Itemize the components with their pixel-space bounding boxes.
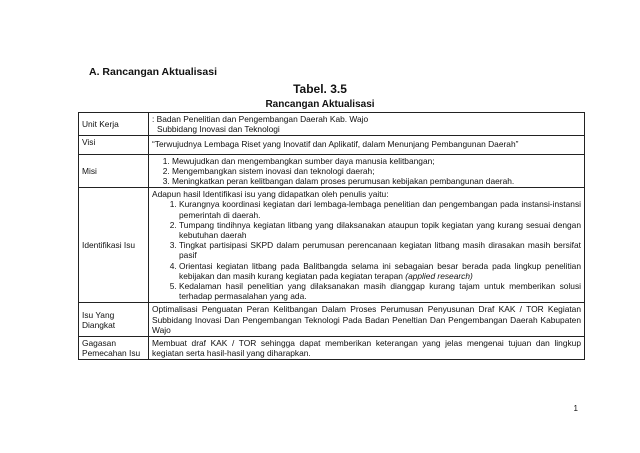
page-number: 1 <box>573 404 578 413</box>
table-title: Rancangan Aktualisasi <box>265 99 375 110</box>
value-isu-diangkat: Optimalisasi Penguatan Peran Kelitbangan Dalam Proses Perumusan Penyusunan Draf KAK / TOR Kegiatan Subbidang Inovasi Dan Pengembangan Teknologi Pada Badan Peneltian Dan Pengembangan Daerah Kabupaten Wajo <box>149 303 585 337</box>
unit-kerja-line2: Subbidang Inovasi dan Teknologi <box>157 124 280 135</box>
identifikasi-item-text: Orientasi kegiatan litbang pada Balitbangda selama ini sebagaian besar berada pada lingkup penelitian kebijakan dan masih kurang kegiatan pada kegiatan terapan <box>179 260 581 281</box>
row-visi <box>79 136 585 154</box>
row-unit-kerja <box>79 113 585 136</box>
identifikasi-item: 5. Kedalaman hasil penelitian yang dilaksanakan masih dianggap kurang tajam untuk memberikan solusi terhadap permasalahan yang ada. <box>179 281 581 301</box>
label-gagasan: Gagasan Pemecahan Isu <box>79 337 149 360</box>
label-isu-diangkat: Isu Yang Diangkat <box>79 303 149 337</box>
table-number: Tabel. 3.5 <box>293 82 347 96</box>
section-heading: A. Rancangan Aktualisasi <box>89 66 217 78</box>
label-unit-kerja: Unit Kerja <box>79 113 149 136</box>
aktualisasi-table <box>78 112 585 360</box>
value-unit-kerja <box>149 113 585 136</box>
identifikasi-intro: Adapun hasil Identifikasi isu yang didapatkan oleh penulis yaitu: <box>152 189 389 200</box>
value-misi <box>149 154 585 188</box>
row-gagasan <box>79 337 585 360</box>
misi-item: 3. Meningkatkan peran kelitbangan dalam proses perumusan kebijakan pembangunan daerah. <box>172 176 581 186</box>
misi-item: 1. Mewujudkan dan mengembangkan sumber daya manusia kelitbangan; <box>172 156 581 166</box>
misi-item: 2. Mengembangkan sistem inovasi dan teknologi daerah; <box>172 166 581 176</box>
identifikasi-item: 3. Tingkat partisipasi SKPD dalam perumusan perencanaan kegiatan litbang masih dirasakan masih bersifat pasif <box>179 240 581 260</box>
unit-kerja-line1: : Badan Penelitian dan Pengembangan Daerah Kab. Wajo <box>152 114 369 124</box>
identifikasi-item <box>179 261 581 281</box>
label-identifikasi: Identifikasi Isu <box>79 188 149 303</box>
row-misi <box>79 154 585 188</box>
value-gagasan: Membuat draf KAK / TOR sehingga dapat memberikan keterangan yang jelas mengenai tujuan dan lingkup kegiatan serta hasil-hasil yang diharapkan. <box>149 337 585 360</box>
label-visi: Visi <box>79 136 149 154</box>
applied-research-note: (applied research) <box>405 270 473 281</box>
row-isu-diangkat <box>79 303 585 337</box>
value-visi: “Terwujudnya Lembaga Riset yang Inovatif dan Aplikatif, dalam Menunjang Pembangunan Daerah” <box>149 136 585 154</box>
label-misi: Misi <box>79 154 149 188</box>
row-identifikasi <box>79 188 585 303</box>
value-identifikasi <box>149 188 585 303</box>
identifikasi-item: 1. Kurangnya koordinasi kegiatan dari lembaga-lembaga penelitian dan pengembangan pada instansi-instansi pemerintah di daerah. <box>179 199 581 219</box>
identifikasi-item: 2. Tumpang tindihnya kegiatan litbang yang dilaksanakan ataupun topik kegiatan yang kurang sesuai dengan kebutuhan daerah <box>179 220 581 240</box>
